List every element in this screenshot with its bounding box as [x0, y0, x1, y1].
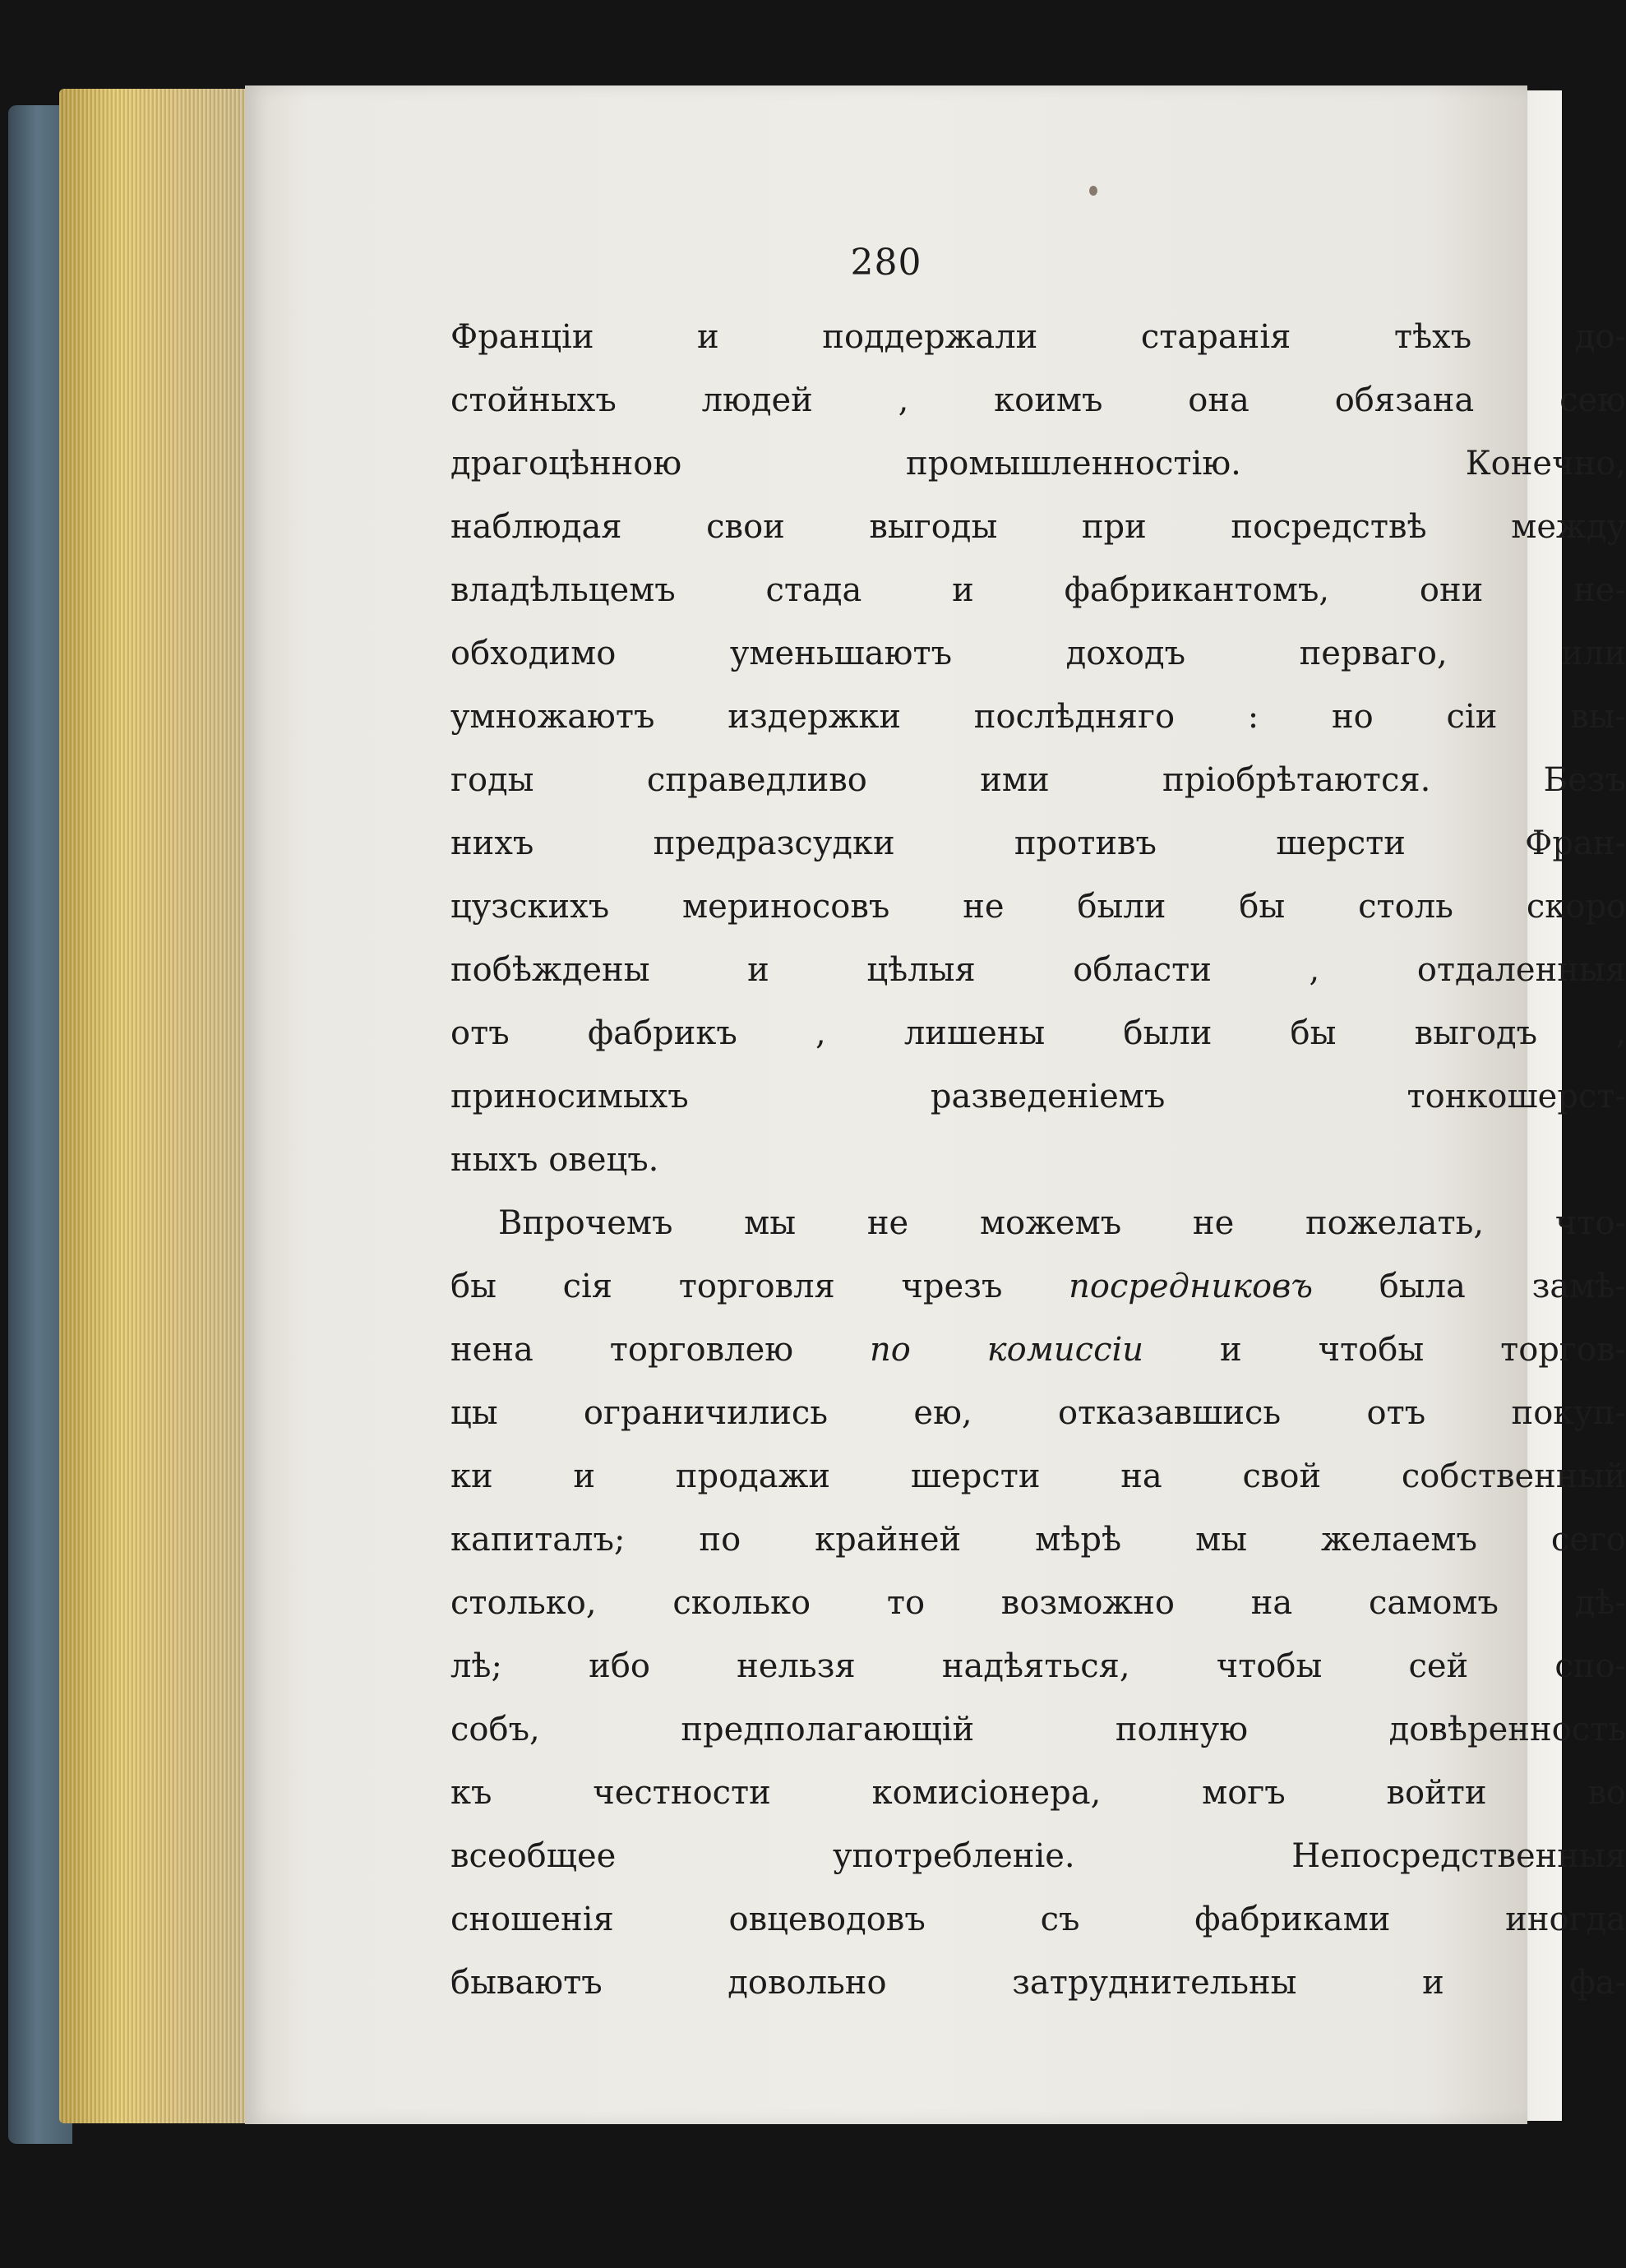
text-line: годы справедливо ими пріобрѣтаются. Безъ [450, 761, 1626, 799]
text-line: приносимыхъ разведеніемъ тонкошерст- [450, 1078, 1626, 1116]
page-number: 280 [850, 242, 922, 284]
text-line: капиталъ; по крайней мѣрѣ мы желаемъ сего [450, 1521, 1626, 1559]
text-line: нихъ предразсудки противъ шерсти Фран- [450, 825, 1626, 862]
text-run: и чтобы торгов- [1143, 1331, 1626, 1369]
text-line: лѣ; ибо нельзя надѣяться, чтобы сей спо- [450, 1647, 1626, 1685]
text-line: сношенія овцеводовъ съ фабриками иногда [450, 1901, 1626, 1938]
text-line: побѣждены и цѣлыя области , отдаленныя [450, 951, 1626, 989]
text-run: бы сія торговля чрезъ [450, 1268, 1069, 1305]
italic-term: по комиссіи [870, 1331, 1144, 1369]
book-page [245, 85, 1626, 2124]
text-line: ныхъ овецъ. [450, 1141, 659, 1179]
paragraph-first-line: Впрочемъ мы не можемъ не пожелать, что- [498, 1204, 1626, 1242]
text-line: отъ фабрикъ , лишены были бы выгодъ , [450, 1014, 1626, 1052]
text-line: собъ, предполагающій полную довѣренность [450, 1711, 1626, 1748]
text-line: всеобщее употребленіе. Непосредственныя [450, 1837, 1626, 1875]
text-run: нена торговлею [450, 1331, 870, 1369]
text-run: была замѣ- [1313, 1268, 1626, 1305]
text-line: обходимо уменьшаютъ доходъ перваго, или [450, 635, 1626, 672]
page-text [450, 306, 1626, 2015]
text-line-with-italic [450, 1255, 1626, 1319]
text-line: къ честности комисіонера, могъ войти во [450, 1774, 1626, 1812]
text-line: столько, сколько то возможно на самомъ дѣ- [450, 1584, 1626, 1622]
text-line: бываютъ довольно затруднительны и фа- [450, 1964, 1626, 2002]
text-line: владѣльцемъ стада и фабрикантомъ, они не- [450, 571, 1626, 609]
italic-term: посредниковъ [1069, 1268, 1314, 1305]
text-line: цы ограничились ею, отказавшись отъ покуп- [450, 1394, 1626, 1432]
text-line: драгоцѣнною промышленностію. Конечно, [450, 445, 1626, 483]
text-line: Франціи и поддержали старанія тѣхъ до- [450, 318, 1626, 356]
text-line: стойныхъ людей , коимъ она обязана сею [450, 381, 1626, 419]
text-line-with-italic [450, 1319, 1626, 1382]
ink-spot [1089, 186, 1097, 196]
text-line: наблюдая свои выгоды при посредствѣ между [450, 508, 1626, 546]
gilded-page-edges [59, 89, 250, 2123]
text-line: ки и продажи шерсти на свой собственный [450, 1457, 1626, 1495]
text-line: цузскихъ мериносовъ не были бы столь скоро [450, 888, 1626, 926]
text-line: умножаютъ издержки послѣдняго : но сіи вы- [450, 698, 1626, 736]
